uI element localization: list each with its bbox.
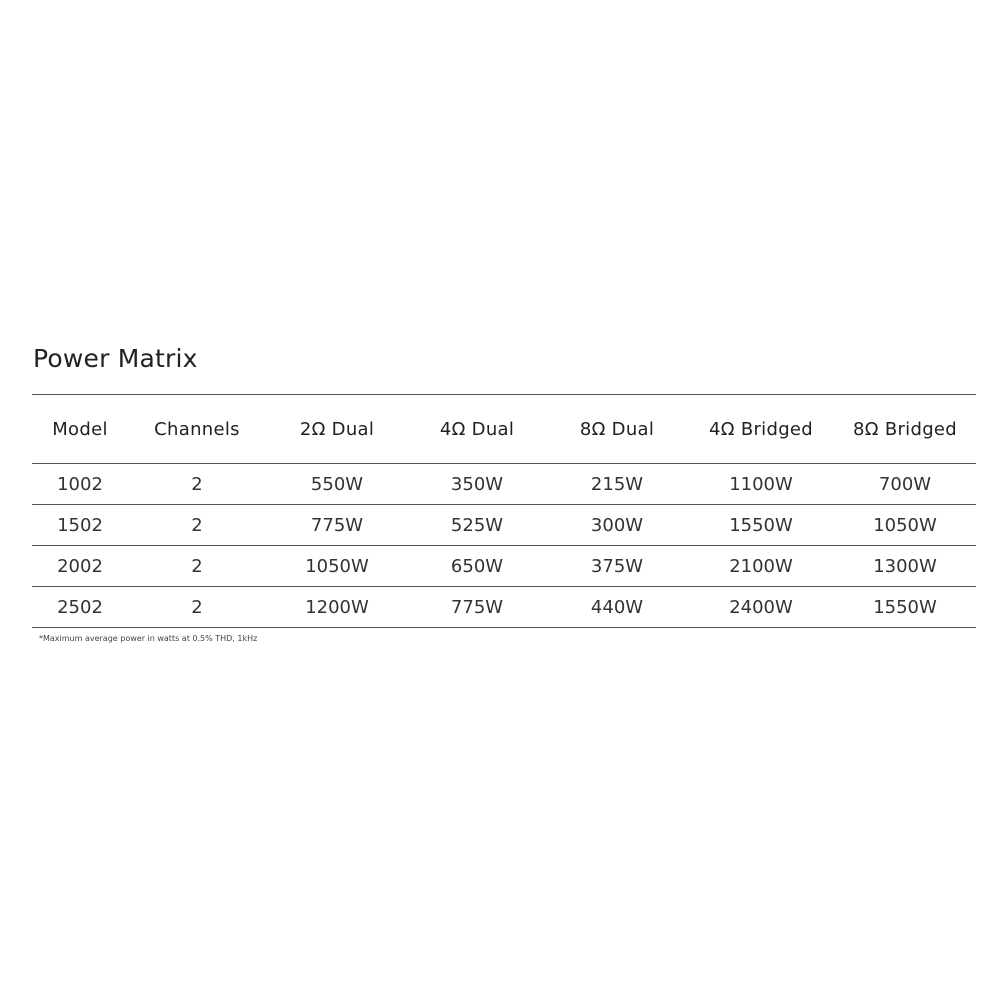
cell-4ohm-dual: 650W: [450, 555, 504, 577]
cell-8ohm-bridged: 700W: [878, 473, 932, 495]
cell-4ohm-bridged: 2100W: [729, 555, 793, 577]
cell-4ohm-bridged: 2400W: [729, 596, 793, 618]
cell-2ohm-dual: 1050W: [305, 555, 369, 577]
cell-4ohm-bridged: 1100W: [729, 473, 793, 495]
header-4ohm-dual: 4Ω Dual: [439, 418, 515, 440]
page-title: Power Matrix: [33, 344, 198, 373]
header-row: [32, 395, 976, 464]
cell-model: 2002: [57, 555, 103, 577]
cell-8ohm-bridged: 1550W: [873, 596, 937, 618]
cell-8ohm-bridged: 1300W: [873, 555, 937, 577]
table-row: [32, 587, 976, 628]
header-model: Model: [52, 418, 108, 440]
footnote: *Maximum average power in watts at 0.5% THD, 1kHz: [39, 634, 258, 643]
cell-channels: 2: [191, 514, 203, 536]
table-row: [32, 546, 976, 587]
cell-4ohm-dual: 525W: [450, 514, 504, 536]
cell-8ohm-dual: 375W: [590, 555, 644, 577]
header-4ohm-bridged: 4Ω Bridged: [708, 418, 814, 440]
cell-8ohm-bridged: 1050W: [873, 514, 937, 536]
header-channels: Channels: [154, 418, 240, 440]
cell-model: 1002: [57, 473, 103, 495]
table-body: [32, 464, 976, 628]
cell-2ohm-dual: 550W: [310, 473, 364, 495]
header-8ohm-bridged: 8Ω Bridged: [852, 418, 958, 440]
header-2ohm-dual: 2Ω Dual: [299, 418, 375, 440]
header-8ohm-dual: 8Ω Dual: [579, 418, 655, 440]
cell-4ohm-bridged: 1550W: [729, 514, 793, 536]
cell-4ohm-dual: 350W: [450, 473, 504, 495]
table-row: [32, 505, 976, 546]
cell-channels: 2: [191, 596, 203, 618]
cell-channels: 2: [191, 473, 203, 495]
cell-4ohm-dual: 775W: [450, 596, 504, 618]
power-matrix-table: [32, 394, 976, 628]
cell-2ohm-dual: 1200W: [305, 596, 369, 618]
cell-model: 2502: [57, 596, 103, 618]
table-header: [32, 395, 976, 464]
cell-2ohm-dual: 775W: [310, 514, 364, 536]
cell-8ohm-dual: 300W: [590, 514, 644, 536]
table-row: [32, 464, 976, 505]
cell-model: 1502: [57, 514, 103, 536]
cell-8ohm-dual: 215W: [590, 473, 644, 495]
cell-8ohm-dual: 440W: [590, 596, 644, 618]
cell-channels: 2: [191, 555, 203, 577]
